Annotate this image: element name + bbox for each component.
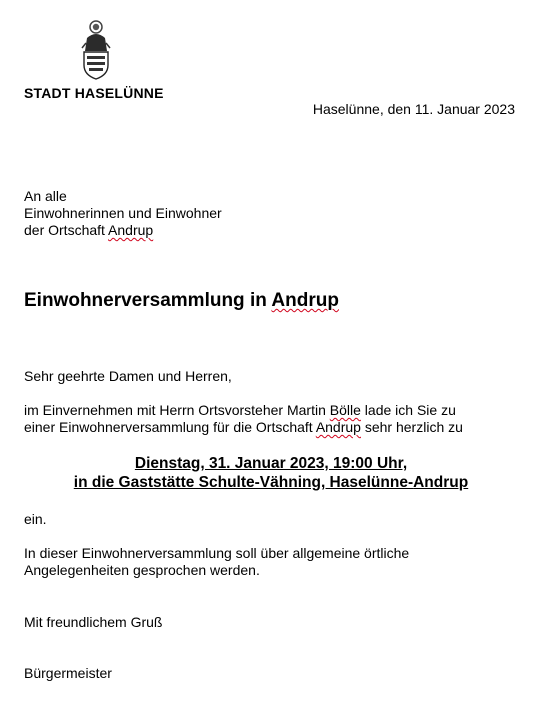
event-venue bbox=[0, 473, 542, 492]
event-venue-place: Andrup bbox=[413, 474, 469, 491]
closing: Mit freundlichem Gruß bbox=[24, 614, 163, 630]
subject-heading bbox=[24, 290, 339, 312]
recipient-address bbox=[24, 188, 222, 239]
event-datetime: Dienstag, 31. Januar 2023, 19:00 Uhr, bbox=[134, 455, 408, 472]
intro-paragraph bbox=[24, 402, 524, 436]
intro-place: Andrup bbox=[315, 419, 361, 435]
topic-paragraph bbox=[24, 545, 524, 579]
ein-text: ein. bbox=[24, 511, 47, 527]
event-details bbox=[0, 454, 542, 492]
intro-line-2 bbox=[24, 419, 524, 436]
salutation: Sehr geehrte Damen und Herren, bbox=[24, 368, 232, 384]
intro-line-2-a: einer Einwohnerversammlung für die Ortschaft bbox=[24, 419, 316, 435]
coat-of-arms-icon bbox=[78, 18, 114, 80]
intro-line-1-b: lade ich Sie zu bbox=[360, 402, 456, 418]
date-line: Haselünne, den 11. Januar 2023 bbox=[312, 101, 515, 117]
sender-name: STADT HASELÜNNE bbox=[24, 85, 164, 101]
recipient-line-3 bbox=[24, 222, 222, 239]
subject-prefix: Einwohnerversammlung in bbox=[24, 290, 272, 311]
intro-line-2-b: sehr herzlich zu bbox=[360, 419, 463, 435]
intro-name: Bölle bbox=[329, 402, 361, 418]
topic-line-2: Angelegenheiten gesprochen werden. bbox=[24, 562, 260, 578]
intro-line-1 bbox=[24, 402, 524, 419]
subject-place: Andrup bbox=[271, 290, 339, 311]
recipient-line-3-prefix: der Ortschaft bbox=[24, 222, 109, 238]
recipient-line-1: An alle bbox=[24, 188, 67, 204]
recipient-line-2: Einwohnerinnen und Einwohner bbox=[24, 205, 222, 221]
intro-line-1-a: im Einvernehmen mit Herrn Ortsvorsteher Martin bbox=[24, 402, 330, 418]
topic-line-1: In dieser Einwohnerversammlung soll über allgemeine örtliche bbox=[24, 545, 410, 561]
recipient-place: Andrup bbox=[108, 222, 154, 238]
signature-title: Bürgermeister bbox=[24, 665, 112, 681]
event-venue-a: in die Gaststätte Schulte-Vähning, Haselünne- bbox=[73, 474, 414, 491]
